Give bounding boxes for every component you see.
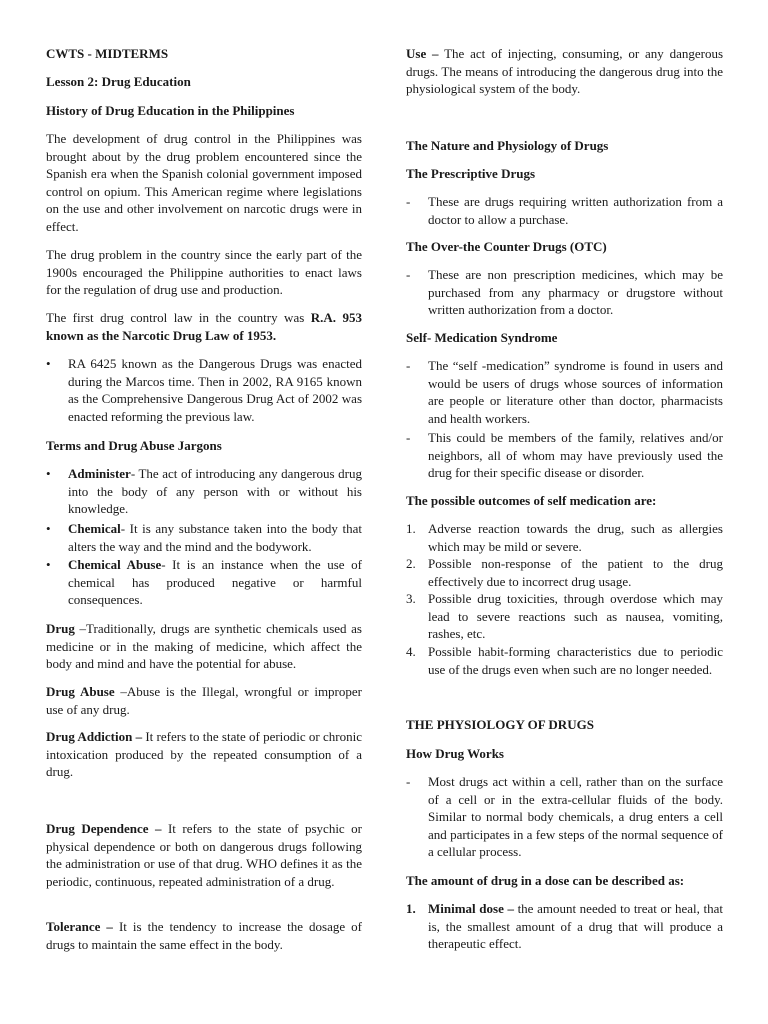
number-marker: 3.: [406, 591, 416, 606]
paragraph-lead: The first drug control law in the country was: [46, 310, 311, 325]
history-heading: History of Drug Education in the Philippines: [46, 103, 295, 118]
term-name: Tolerance –: [46, 919, 113, 934]
tolerance-definition: [46, 918, 362, 953]
list-item-text: These are non prescription medicines, which may be purchased from any pharmacy or drugstore without written authorization from a doctor.: [428, 267, 723, 318]
term-name: Chemical Abuse: [68, 557, 162, 572]
term-item: [46, 520, 362, 555]
law-name: R.A. 953 known as the Narcotic Drug Law of 1953.: [46, 310, 362, 343]
term-name: Minimal dose –: [428, 901, 514, 916]
number-marker: 1.: [406, 521, 416, 536]
number-marker: 1.: [406, 901, 416, 916]
term-name: Drug Abuse: [46, 684, 121, 699]
dash-marker: -: [406, 358, 411, 373]
nature-heading: The Nature and Physiology of Drugs: [406, 138, 609, 153]
numbered-item: [406, 900, 723, 953]
dash-marker: -: [406, 194, 411, 209]
term-definition: - The act of introducing any dangerous drug into the body of any person with or without his knowledge.: [68, 466, 362, 517]
dash-marker: -: [406, 267, 411, 282]
term-name: Chemical: [68, 521, 121, 536]
outcomes-heading: The possible outcomes of self medication are:: [406, 493, 657, 508]
drug-dependence-definition: [46, 820, 362, 890]
list-item: [46, 355, 362, 425]
term-definition: It refers to the state of periodic or chronic intoxication produced by the repeated consumption of a drug.: [46, 729, 362, 780]
term-name: Administer: [68, 466, 131, 481]
bullet-marker: •: [46, 521, 51, 536]
list-item: [406, 773, 723, 861]
numbered-item: [406, 555, 723, 590]
prescriptive-heading: The Prescriptive Drugs: [406, 166, 536, 181]
drug-addiction-definition: [46, 728, 362, 781]
term-definition: –Traditionally, drugs are synthetic chemicals used as medicine or in the making of medicine, which affect the body and mind and have the potential for abuse.: [46, 621, 362, 672]
history-paragraph-3: [46, 309, 362, 344]
list-item-text: This could be members of the family, relatives and/or neighbors, all of whom may have previously used the drug for their specific disease or disorder.: [428, 430, 723, 481]
dash-marker: -: [406, 430, 411, 445]
term-definition: the amount needed to treat or heal, that is, the smallest amount of a drug that will produce a therapeutic effect.: [428, 901, 723, 952]
numbered-item: [406, 520, 723, 555]
bullet-marker: •: [46, 466, 51, 481]
term-definition: - It is any substance taken into the body that alters the way and the mind and the bodywork.: [68, 521, 362, 554]
numbered-item: [406, 643, 723, 678]
drug-definition: [46, 620, 362, 673]
physiology-heading: THE PHYSIOLOGY OF DRUGS: [406, 717, 594, 732]
list-item: [406, 357, 723, 427]
term-item: [46, 556, 362, 609]
number-marker: 2.: [406, 556, 416, 571]
otc-heading: The Over-the Counter Drugs (OTC): [406, 239, 607, 254]
drug-abuse-definition: [46, 683, 362, 718]
list-item-text: Adverse reaction towards the drug, such as allergies which may be mild or severe.: [428, 521, 723, 554]
list-item-text: These are drugs requiring written authorization from a doctor to allow a purchase.: [428, 194, 723, 227]
history-paragraph-1: The development of drug control in the Philippines was brought about by the drug problem encountered since the Spanish era when the Spanish colonial government imposed control on opium. This American regime where legislations on the use and other involvement on narcotic drugs were in effect.: [46, 131, 362, 234]
terms-heading: Terms and Drug Abuse Jargons: [46, 438, 222, 453]
list-item-text: The “self -medication” syndrome is found in users and would be users of drugs whose sources of information are people or literature other than doctor, pharmacists and health workers.: [428, 358, 723, 426]
lesson-title: Lesson 2: Drug Education: [46, 74, 191, 89]
list-item: [406, 429, 723, 482]
dose-heading: The amount of drug in a dose can be described as:: [406, 873, 685, 888]
term-name: Use –: [406, 46, 439, 61]
self-medication-heading: Self- Medication Syndrome: [406, 330, 558, 345]
list-item-text: Possible habit-forming characteristics due to periodic use of the drugs even when such are no longer needed.: [428, 644, 723, 677]
term-name: Drug Addiction –: [46, 729, 143, 744]
term-definition: –Abuse is the Illegal, wrongful or improper use of any drug.: [46, 684, 362, 717]
use-definition: [406, 45, 723, 98]
term-item: [46, 465, 362, 518]
list-item: [406, 266, 723, 319]
term-name: Drug: [46, 621, 80, 636]
numbered-item: [406, 590, 723, 643]
dash-marker: -: [406, 774, 411, 789]
bullet-marker: •: [46, 557, 51, 572]
document-header: CWTS - MIDTERMS: [46, 46, 169, 61]
list-item: [406, 193, 723, 228]
term-definition: The act of injecting, consuming, or any dangerous drugs. The means of introducing the dangerous drug into the physiological system of the body.: [406, 46, 724, 97]
list-item-text: RA 6425 known as the Dangerous Drugs was enacted during the Marcos time. Then in 2002, RA 9165 known as the Comprehensive Dangerous Drug Act of 2002 was enacted reforming the previous law.: [68, 356, 362, 424]
list-item-text: Possible non-response of the patient to the drug effectively due to incorrect drug usage.: [428, 556, 723, 589]
list-item-text: Most drugs act within a cell, rather than on the surface of a cell or in the extra-cellular fluids of the body. Similar to normal body chemicals, a drug enters a cell and participates in a few steps of the normal sequence of a cellular process.: [428, 774, 723, 860]
term-definition: It refers to the state of psychic or physical dependence or both on dangerous drugs following the administration or use of that drug. WHO defines it as the periodic, continuous, repeated administration of a drug.: [46, 821, 363, 889]
bullet-marker: •: [46, 356, 51, 371]
how-drug-works-heading: How Drug Works: [406, 746, 504, 761]
term-definition: - It is an instance when the use of chemical has produced negative or harmful consequences.: [68, 557, 362, 608]
number-marker: 4.: [406, 644, 416, 659]
term-name: Drug Dependence –: [46, 821, 162, 836]
term-definition: It is the tendency to increase the dosage of drugs to maintain the same effect in the body.: [46, 919, 362, 952]
history-paragraph-2: The drug problem in the country since the early part of the 1900s encouraged the Philippine authorities to enact laws for the regulation of drug use and production.: [46, 247, 362, 298]
list-item-text: Possible drug toxicities, through overdose which may lead to severe reactions such as nausea, vomiting, rashes, etc.: [428, 591, 723, 642]
